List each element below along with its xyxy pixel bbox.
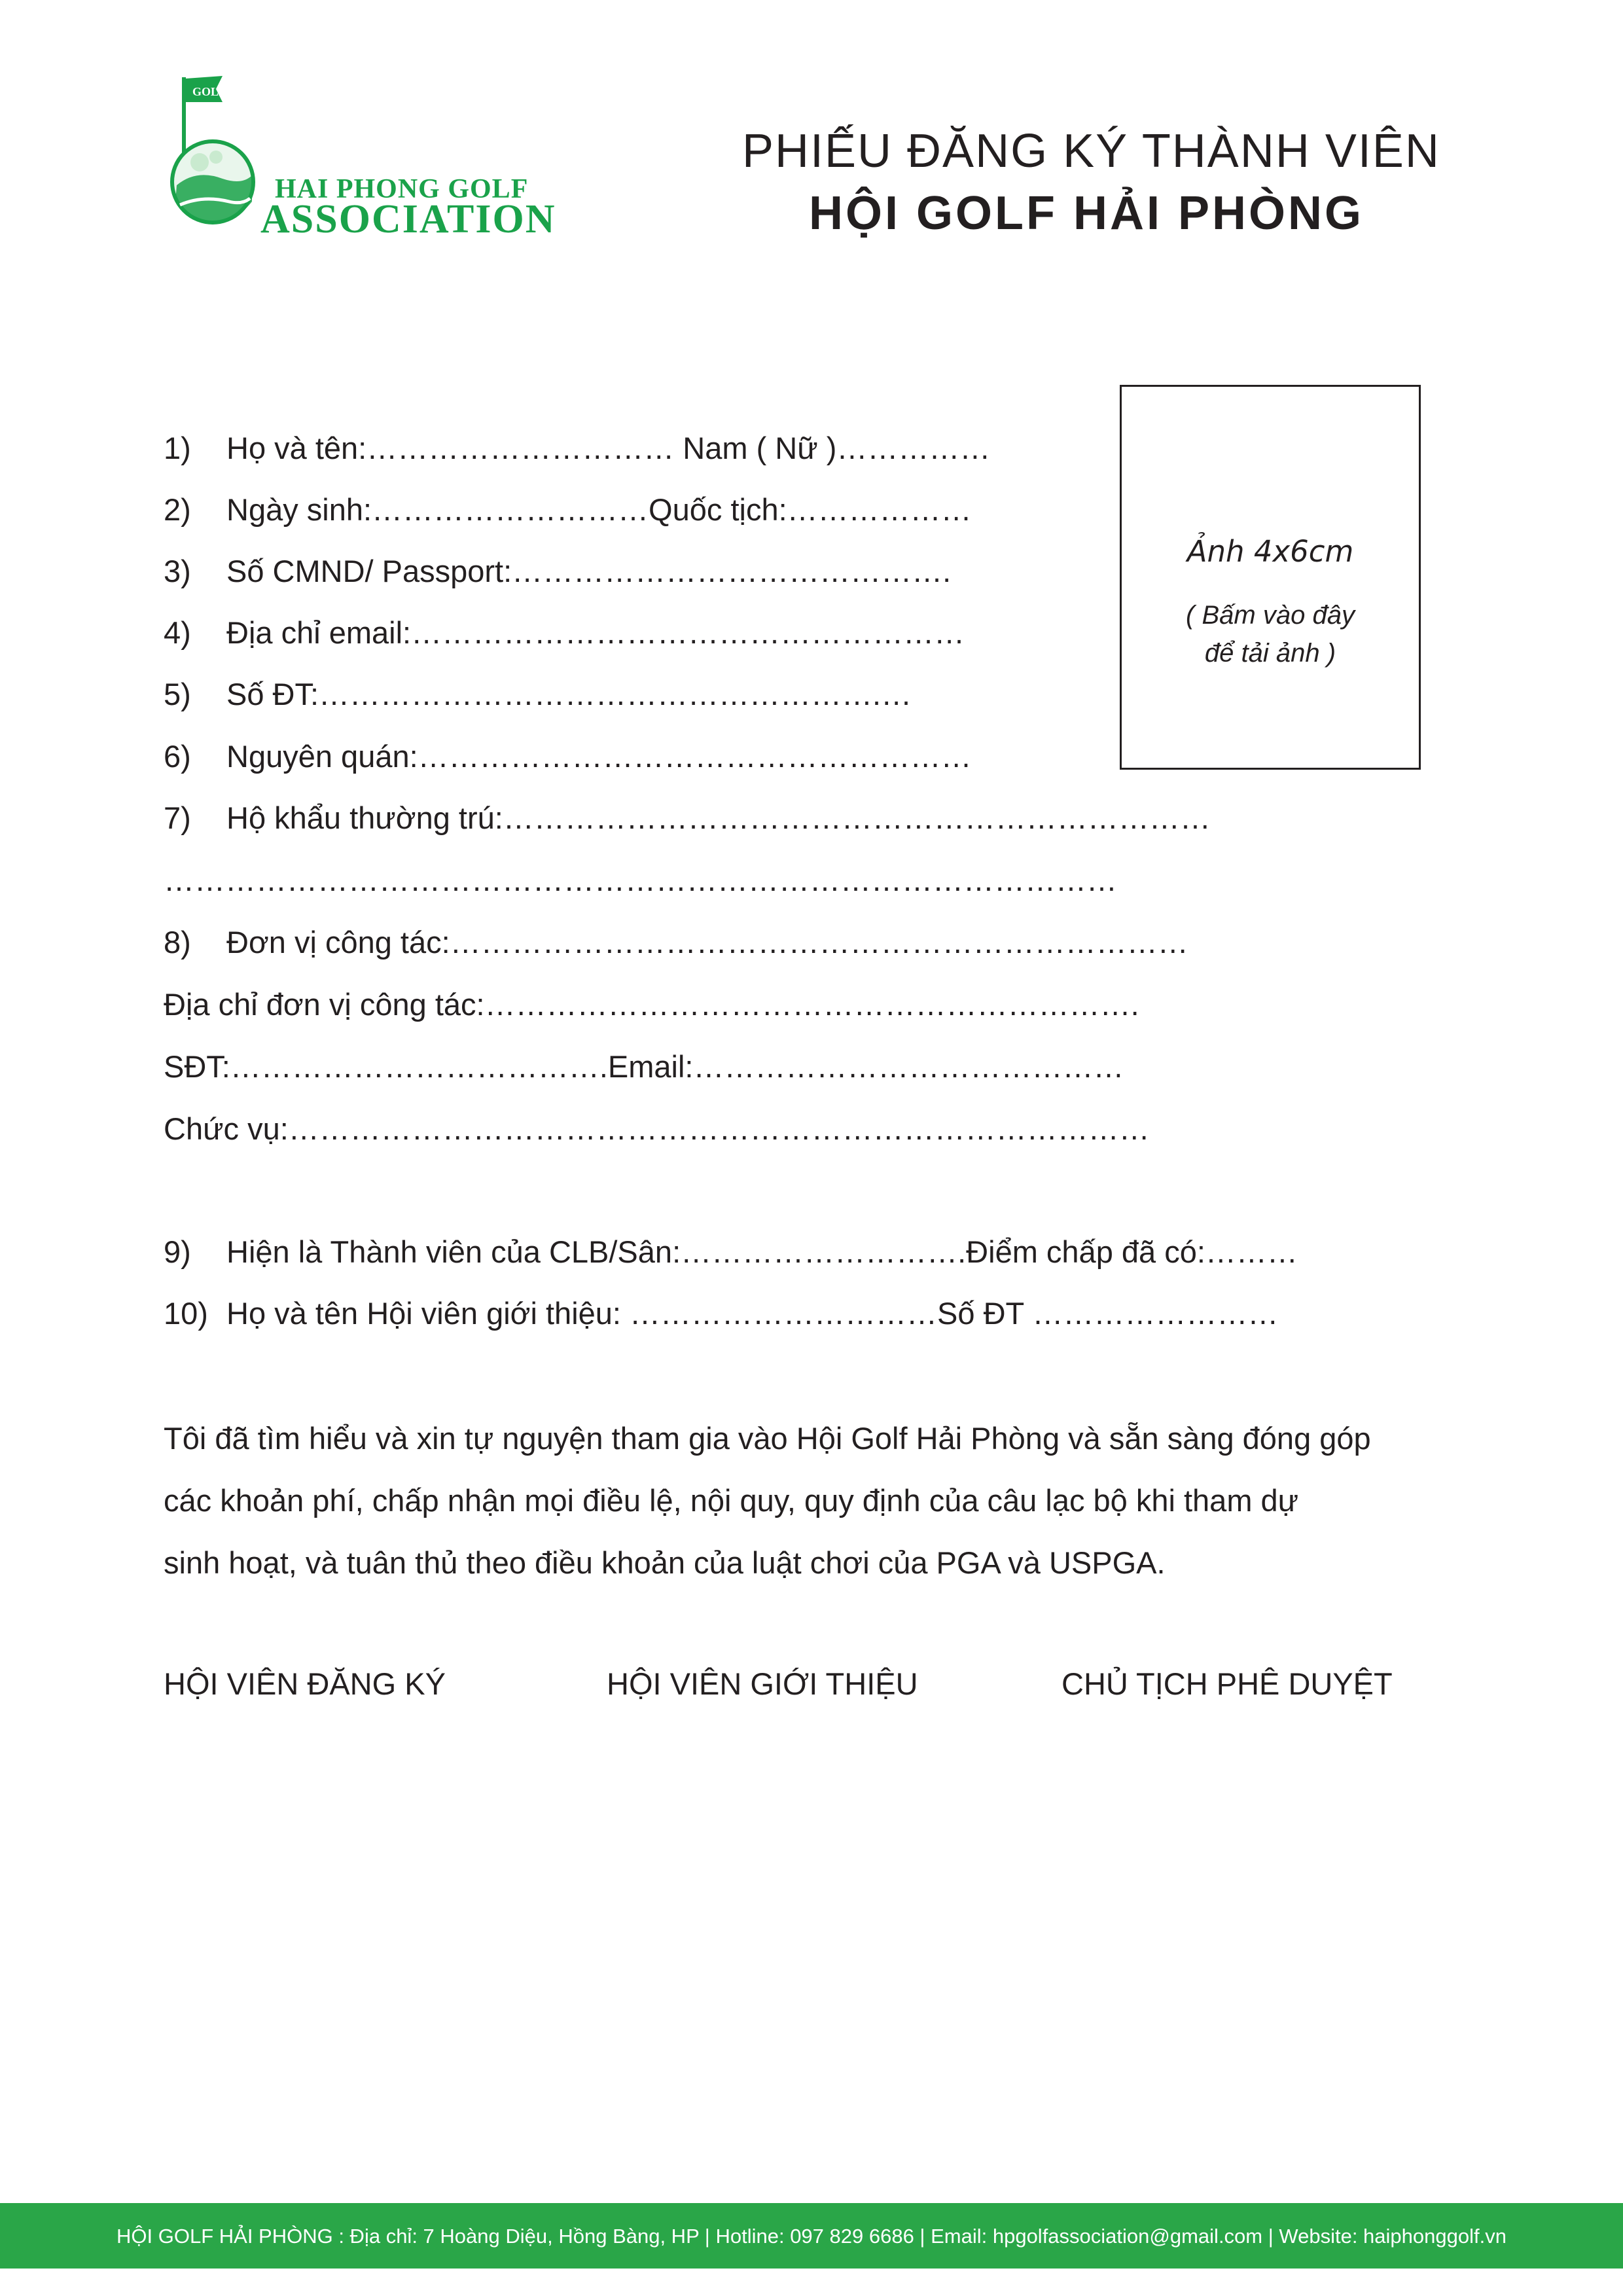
row-number: 8) — [164, 925, 191, 960]
row-text: Ngày sinh:………………………Quốc tịch:……………… — [226, 492, 972, 527]
row-text: Đơn vị công tác:……………………………………………………………… — [226, 925, 1188, 960]
signature-member-label: HỘI VIÊN ĐĂNG KÝ — [164, 1666, 446, 1701]
row-number: 3) — [164, 554, 191, 588]
field-birth-date[interactable] — [164, 490, 972, 529]
signature-referrer-label: HỘI VIÊN GIỚI THIỆU — [607, 1666, 918, 1701]
row-number: 9) — [164, 1234, 191, 1269]
row-number: 10) — [164, 1296, 208, 1331]
row-text: Họ và tên:………………………… Nam ( Nữ )…………… — [226, 431, 991, 465]
row-text: Hiện là Thành viên của CLB/Sân:……………………….Điểm chấp đã có:……… — [226, 1234, 1298, 1269]
declaration-line: các khoản phí, chấp nhận mọi điều lệ, nội quy, quy định của câu lạc bộ khi tham dự — [164, 1483, 1299, 1518]
photo-size-label: Ảnh 4x6cm — [1186, 534, 1354, 569]
logo-line2: ASSOCIATION — [260, 197, 556, 242]
row-number: 1) — [164, 431, 191, 465]
row-text: Địa chỉ đơn vị công tác:………………………………………………………. — [164, 987, 1139, 1022]
row-text: Hộ khẩu thường trú:…………………………………………………………… — [226, 800, 1211, 835]
signature-chairman-label: CHỦ TỊCH PHÊ DUYỆT — [1061, 1666, 1393, 1701]
row-text: Nguyên quán:……………………………………………… — [226, 739, 972, 774]
field-workplace-address[interactable] — [164, 985, 1139, 1024]
photo-hint-line2: để tải ảnh ) — [1204, 639, 1336, 668]
row-text: Họ và tên Hội viên giới thiệu: …………………………Số ĐT …………………… — [226, 1296, 1279, 1331]
field-full-name[interactable] — [164, 429, 990, 468]
field-permanent-address-cont[interactable] — [164, 861, 1117, 900]
row-number: 7) — [164, 800, 191, 835]
field-referrer[interactable] — [164, 1294, 1278, 1333]
field-email[interactable] — [164, 613, 965, 653]
declaration-line: Tôi đã tìm hiểu và xin tự nguyện tham gia vào Hội Golf Hải Phòng và sẵn sàng đóng góp — [164, 1421, 1371, 1456]
row-number: 2) — [164, 492, 191, 527]
row-text: SĐT:……………………………….Email:…………………………………… — [164, 1049, 1124, 1084]
footer-contact-info: HỘI GOLF HẢI PHÒNG : Địa chỉ: 7 Hoàng Diệu, Hồng Bàng, HP | Hotline: 097 829 6686 | Email: hpgolfassociation@gmail.com | Website: haiphonggolf.vn — [116, 2225, 1507, 2248]
field-phone[interactable] — [164, 675, 912, 714]
logo-line1: HAI PHONG GOLF — [275, 174, 529, 204]
row-number: 5) — [164, 677, 191, 711]
form-title: PHIẾU ĐĂNG KÝ THÀNH VIÊN — [742, 125, 1440, 177]
photo-upload-box[interactable] — [1120, 385, 1421, 770]
row-text: Số CMND/ Passport:……………………………………. — [226, 554, 952, 588]
row-text: ………………………………………………………………………………… — [164, 863, 1117, 897]
photo-hint-line1: ( Bấm vào đây — [1186, 601, 1355, 630]
field-position[interactable] — [164, 1109, 1150, 1149]
row-text: Số ĐT:……………………………………………….… — [226, 677, 912, 711]
field-workplace-contact[interactable] — [164, 1047, 1124, 1086]
declaration-line: sinh hoạt, và tuân thủ theo điều khoản của luật chơi của PGA và USPGA. — [164, 1545, 1166, 1580]
logo-flag-text: GOLF — [192, 85, 226, 98]
form-subtitle: HỘI GOLF HẢI PHÒNG — [809, 187, 1364, 240]
row-text: Chức vụ:………………………………………………………………………… — [164, 1111, 1150, 1146]
row-text: Địa chỉ email:……………………………………………… — [226, 615, 965, 650]
declaration-paragraph — [164, 1407, 1525, 1594]
field-permanent-address[interactable] — [164, 798, 1211, 838]
row-number: 4) — [164, 615, 191, 650]
footer-bar — [0, 2203, 1623, 2269]
photo-upload-hint[interactable] — [1122, 596, 1419, 672]
field-workplace[interactable] — [164, 923, 1188, 962]
row-number: 6) — [164, 739, 191, 774]
field-club-membership[interactable] — [164, 1232, 1298, 1272]
field-id-passport[interactable] — [164, 552, 951, 591]
field-hometown[interactable] — [164, 737, 972, 776]
